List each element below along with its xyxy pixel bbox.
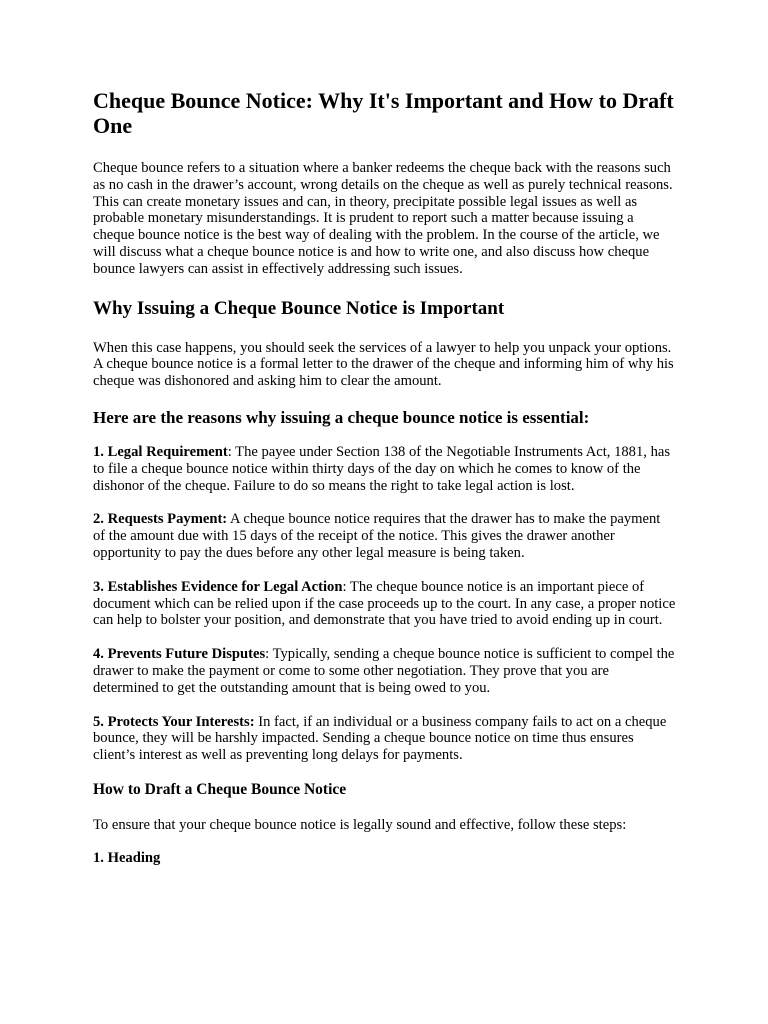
reason-text: A cheque bounce notice requires that the drawer has to make the payment of the amount due with 15 days of the receipt of the notice. This gives the drawer another opportunity to pay the dues before any other legal measure is being taken. xyxy=(93,511,661,561)
reason-text: : The cheque bounce notice is an important piece of document which can be relied upon if the case proceeds up to the court. In any case, a proper notice can help to bolster your position, and demonstrate that you have tried to avoid ending up in court. xyxy=(93,578,676,629)
reason-text: : Typically, sending a cheque bounce notice is sufficient to compel the drawer to make the payment or come to some other negotiation. They prove that you are determined to get the outstanding amount that is being owed to you. xyxy=(93,646,675,696)
reason-item xyxy=(93,511,676,561)
reason-lead: 3. Establishes Evidence for Legal Action xyxy=(93,578,343,595)
reason-item xyxy=(93,579,676,629)
draft-section-heading: How to Draft a Cheque Bounce Notice xyxy=(93,780,347,798)
why-section-heading: Why Issuing a Cheque Bounce Notice is Important xyxy=(93,297,505,319)
reason-lead: 1. Legal Requirement xyxy=(93,443,228,460)
reason-text: : The payee under Section 138 of the Negotiable Instruments Act, 1881, has to file a cheque bounce notice within thirty days of the day on which he comes to know of the dishonor of the cheque. Failure to do so means the right to take legal action is lost. xyxy=(93,443,671,494)
why-section-paragraph: When this case happens, you should seek the services of a lawyer to help you unpack your options. A cheque bounce notice is a formal letter to the drawer of the cheque and informing him of why his cheque was dishonored and asking him to clear the amount. xyxy=(93,339,674,390)
reason-text: In fact, if an individual or a business company fails to act on a cheque bounce, they will be harshly impacted. Sending a cheque bounce notice on time thus ensures client’s interest as well as preventing long delays for payments. xyxy=(93,713,667,764)
article-title: Cheque Bounce Notice: Why It's Important and How to Draft One xyxy=(93,88,674,138)
intro-paragraph: Cheque bounce refers to a situation where a banker redeems the cheque back with the reasons such as no cash in the drawer’s account, wrong details on the cheque as well as purely technical reasons. This can create monetary issues and can, in theory, precipitate possible legal issues as well as probable monetary misunderstandings. It is prudent to report such a matter because issuing a cheque bounce notice is the best way of dealing with the problem. In the course of the article, we will discuss what a cheque bounce notice is and how to write one, and also discuss how cheque bounce lawyers can assist in effectively addressing such issues. xyxy=(93,160,673,277)
step-heading: 1. Heading xyxy=(93,849,161,866)
reason-lead: 4. Prevents Future Disputes xyxy=(93,646,266,663)
reason-lead: 5. Protects Your Interests: xyxy=(93,713,255,730)
draft-section-paragraph: To ensure that your cheque bounce notice is legally sound and effective, follow these steps: xyxy=(93,816,627,833)
reasons-heading: Here are the reasons why issuing a cheque bounce notice is essential: xyxy=(93,407,590,427)
reason-item xyxy=(93,646,676,696)
reason-item xyxy=(93,714,676,764)
reason-item xyxy=(93,444,676,494)
reason-lead: 2. Requests Payment: xyxy=(93,511,228,528)
